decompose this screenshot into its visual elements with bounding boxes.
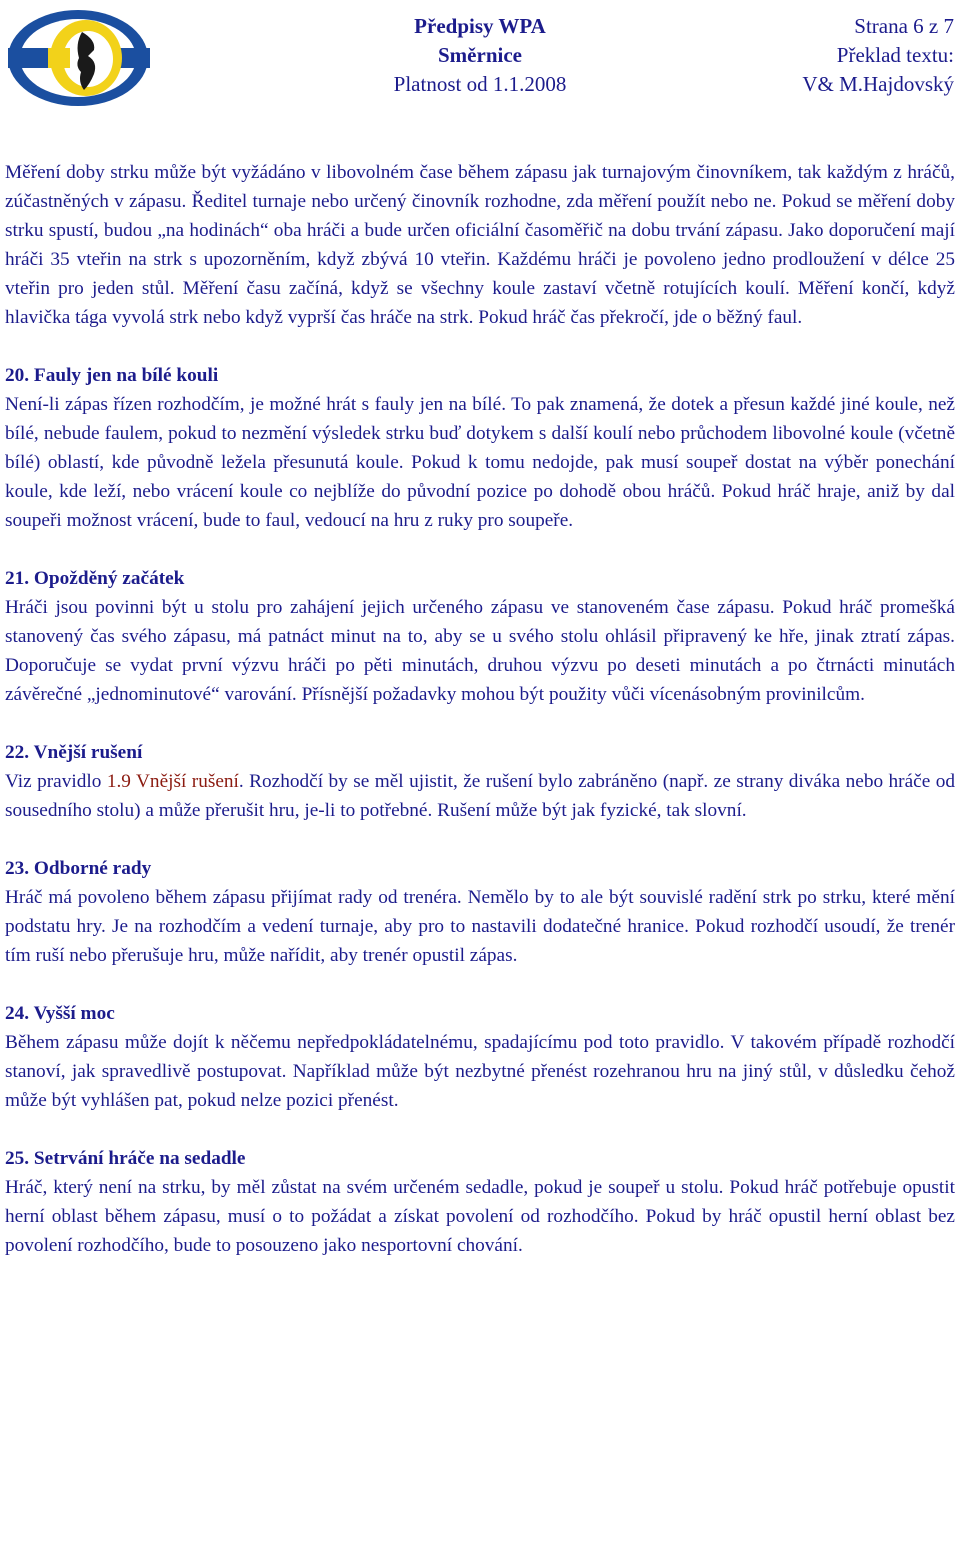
intro-paragraph: Měření doby strku může být vyžádáno v libovolném čase během zápasu jak turnajovým činovníkem, tak každým z hráčů, zúčastněných v zápasu. Ředitel turnaje nebo určený činovník rozhodne, zda měření použít nebo ne. Pokud se měření doby strku spustí, budou „na hodinách“ oba hráči a bude určen oficiální časoměřič na dobu trvání zápasu. Jako doporučení mají hráči 35 vteřin na strk s upozorněním, když zbývá 10 vteřin. Každému hráči je povoleno jedno prodloužení v délce 25 vteřin pro jeden stůl. Měření času začíná, když se všechny koule zastaví včetně rotujících koulí. Měření končí, když hlavička tága vyvolá strk nebo když vyprší čas hráče na strk. Pokud hráč čas překročí, jde o běžný faul. [5, 162, 955, 328]
section-heading: 24. Vyšší moc [5, 1003, 115, 1024]
section-text: Během zápasu může dojít k něčemu nepředpokládatelnému, spadajícímu pod toto pravidlo. V takovém případě rozhodčí stanoví, jak spravedlivě postupovat. Například může být nezbytné přenést rozehranou hru na jiný stůl, v důsledku čehož může být vyhlášen pat, pokud nelze pozici přenést. [5, 1032, 955, 1111]
document-title: Předpisy WPA [414, 14, 546, 38]
section-text: Hráč má povoleno během zápasu přijímat rady od trenéra. Nemělo by to ale být souvislé radění strk po strku, které mění podstatu hry. Je na rozhodčím a vedení turnaje, aby pro to nastavili dodatečné hranice. Pokud rozhodčí usoudí, že trenér tím ruší nebo přerušuje hru, může nařídit, aby trenér opustil zápas. [5, 887, 955, 966]
document-body [5, 158, 955, 1260]
translator-name: V& M.Hajdovský [802, 72, 954, 96]
section-text: Hráč, který není na strku, by měl zůstat na svém určeném sedadle, pokud je soupeř u stolu. Pokud hráč potřebuje opustit herní oblast během zápasu, musí o to požádat a získat povolení od rozhodčího. Pokud by hráč opustil herní oblast bez povolení rozhodčího, bude to posouzeno jako nesportovní chování. [5, 1177, 955, 1256]
section-heading: 22. Vnější rušení [5, 742, 143, 763]
section-heading: 20. Fauly jen na bílé kouli [5, 365, 219, 386]
section-heading: 25. Setrvání hráče na sedadle [5, 1148, 246, 1169]
validity-date: Platnost od 1.1.2008 [393, 72, 567, 96]
translation-label: Překlad textu: [836, 43, 954, 67]
document-header-right [754, 12, 954, 99]
section-text [5, 767, 955, 825]
section-text-end: . Rozhodčí by se měl ujistit, že rušení bylo zabráněno (např. ze strany diváka nebo hráče od sousedního stolu) a může přerušit hru, je-li to potřebné. Rušení může být jak fyzické, tak slovní. [5, 771, 955, 821]
section-text-start: Viz pravidlo [5, 771, 107, 792]
section-heading: 23. Odborné rady [5, 858, 152, 879]
wpa-logo [4, 4, 154, 112]
document-header-center [380, 12, 580, 99]
document-subtitle: Směrnice [438, 43, 522, 67]
section-text: Hráči jsou povinni být u stolu pro zahájení jejich určeného zápasu ve stanoveném čase zápasu. Pokud hráč promešká stanovený čas svého zápasu, má patnáct minut na to, aby se u svého stolu ohlásil připravený ke hře, jinak ztratí zápas. Doporučuje se vydat první výzvu hráči po pěti minutách, druhou výzvu po deseti minutách a po čtrnácti minutách závěrečné „jednominutové“ varování. Přísnější požadavky mohou být použity vůči vícenásobným provinilcům. [5, 597, 955, 705]
section-text: Není-li zápas řízen rozhodčím, je možné hrát s fauly jen na bílé. To pak znamená, že dotek a přesun každé jiné koule, než bílé, nebude faulem, pokud to nezmění výsledek strku buď dotykem s další koulí nebo průchodem libovolné koule (včetně bílé) oblastí, kde původně ležela přesunutá koule. Pokud k tomu nedojde, pak musí soupeř dostat na výběr ponechání koule, kde leží, nebo vrácení koule co nejblíže do původní pozice po dohodě obou hráčů. Pokud hráč hraje, aniž by dal soupeři možnost vrácení, bude to faul, vedoucí na hru z ruky pro soupeře. [5, 394, 955, 531]
rule-reference-link[interactable]: 1.9 Vnější rušení [106, 771, 239, 792]
page-number: Strana 6 z 7 [854, 14, 954, 38]
section-heading: 21. Opožděný začátek [5, 568, 185, 589]
